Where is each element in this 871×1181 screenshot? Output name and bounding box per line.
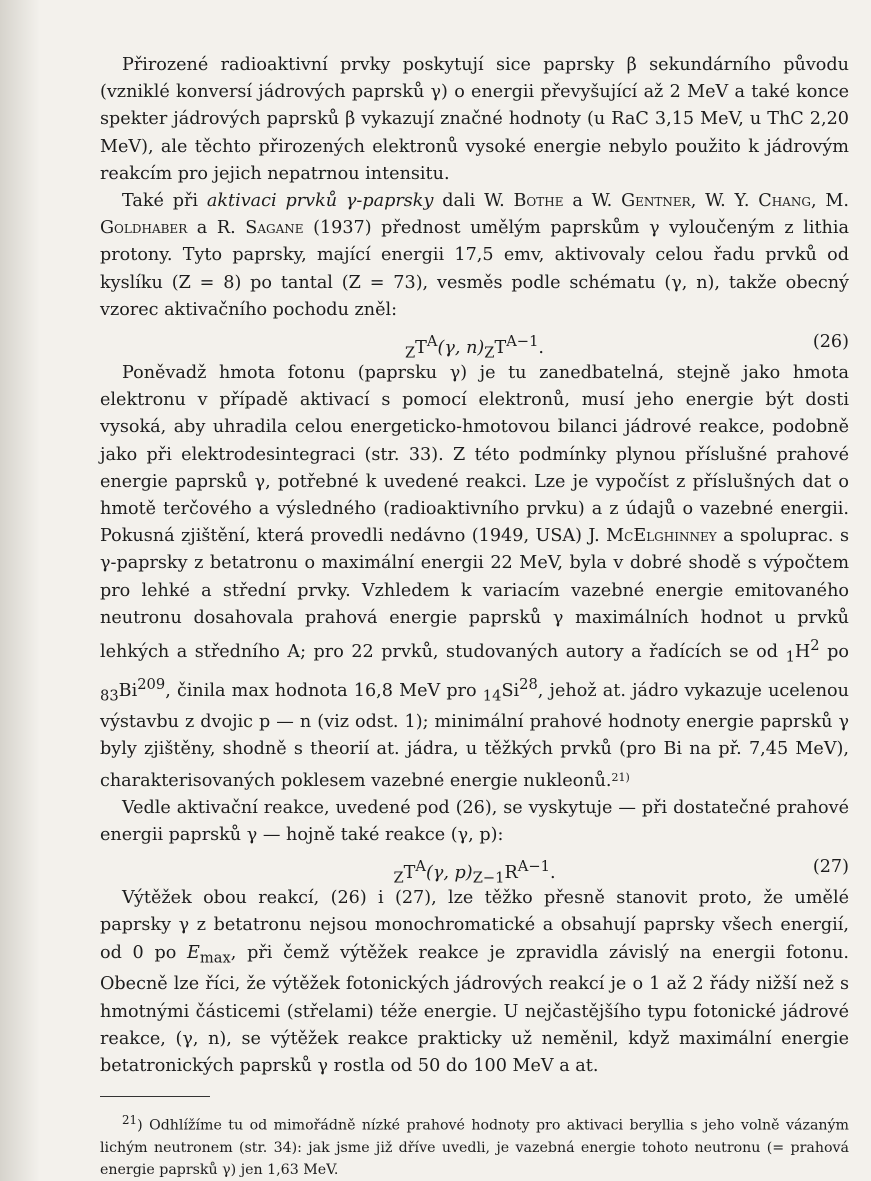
- p3-text: , jehož at. jádro vykazuje ucelenou výstavbu z dvojic p — n (viz odst. 1); minimální prahové hodnoty energie paprsků γ byly zjištěny, shodně s theorií at. jádra, u těžkých prvků (pro Bi na př. 7,45 MeV), charakterisovaných poklesem vazebné energie nukleonů.: [100, 680, 849, 791]
- nuclide-symbol: H: [794, 641, 811, 662]
- paragraph-1: [100, 52, 849, 188]
- author-name: Sagane: [245, 218, 304, 239]
- eq-sup: A−1: [506, 333, 539, 351]
- p3-text: , činila max hodnota 16,8 MeV pro: [165, 680, 483, 701]
- paragraph-1-text: Přirozené radioaktivní prvky poskytují sice paprsky β sekundárního původu (vzniklé konversí jádrových paprsků γ) o energii převyšující až 2 MeV a také konce spekter jádrových paprsků β vykazují značné hodnoty (u RaC 3,15 MeV, u ThC 2,20 MeV), ale těchto přirozených elektronů vysoké energie nebylo použito k jádrovým reakcím pro jejich nepatrnou intensitu.: [100, 55, 849, 184]
- nuclide-sub: 1: [785, 648, 795, 666]
- eq-end: .: [549, 863, 556, 884]
- footnote-21: [100, 1109, 849, 1181]
- nuclide-sup: 2: [810, 637, 820, 655]
- p3-text: Poněvadž hmota fotonu (paprsku γ) je tu zanedbatelná, stejně jako hmota elektronu v případě aktivací s pomocí elektronů, musí jeho energie být dosti vysoká, aby uhradila celou energeticko-hmotovou bilanci jádrové reakce, podobně jako při elektrodesintegraci (str. 33). Z této podmínky plynou příslušné prahové energie paprsků γ, potřebné k uvedené reakci. Lze je vypočíst z příslušných dat o hmotě terčového a výsledného (radioaktivního prvku) a z údajů o vazebné energii. Pokusná zjištění, která provedli nedávno (1949, USA) J.: [100, 363, 849, 547]
- paragraph-3: [100, 360, 849, 795]
- paragraph-4-text: Vedle aktivační reakce, uvedené pod (26), se vyskytuje — při dostatečné prahové energii paprsků γ — hojně také reakce (γ, p):: [100, 797, 849, 846]
- footnote-mark-paren: ): [137, 1117, 143, 1134]
- p2-text: a R.: [187, 218, 246, 239]
- equation-number: (26): [812, 332, 849, 353]
- p2-text: Také při: [122, 191, 207, 212]
- p5-text: , při čemž výtěžek reakce je zpravidla závislý na energii fotonu. Obecně lze říci, že výtěžek fotonických jádrových reakcí je o 1 až 2 řády nižší než s hmotnými částicemi (střelami) téže energie. U nejčastějšího typu fotonické jádrové reakce, (γ, n), se výtěžek reakce prakticky už neměnil, když maximální energie betatronických paprsků γ rostla od 50 do 100 MeV a at.: [100, 942, 849, 1076]
- author-name: Bothe: [513, 191, 564, 212]
- p2-text: (1937) přednost umělým paprskům γ vyloučeným z lithia protony. Tyto paprsky, mající energii 17,5 emv, aktivovaly celou řadu prvků od kyslíku (Z = 8) po tantal (Z = 73), vesměs podle schématu (γ, n), takže obecný vzorec aktivačního pochodu zněl:: [100, 218, 850, 320]
- footnote-reference[interactable]: 21): [611, 770, 630, 784]
- footnote-mark: 21: [122, 1113, 138, 1128]
- p2-text: , W. Y.: [690, 191, 759, 212]
- eq-symbol: T: [494, 337, 507, 358]
- eq-sup: A−1: [517, 858, 550, 876]
- eq-symbol: T: [403, 863, 416, 884]
- nuclide-symbol: Bi: [118, 680, 138, 701]
- eq-sub: Z: [404, 344, 416, 362]
- equation-27: [100, 849, 849, 885]
- p2-text: , M.: [810, 191, 850, 212]
- emax-subscript: max: [199, 949, 231, 967]
- equation-26-expression: [100, 324, 849, 371]
- nuclide-sub: 14: [482, 687, 502, 705]
- equation-26: [100, 324, 849, 360]
- footnote-text: [100, 1109, 849, 1181]
- p2-italic-term: aktivaci prvků γ-paprsky: [206, 191, 434, 212]
- footnote-body: Odhlížíme tu od mimořádně nízké prahové hodnoty pro aktivaci beryllia s jeho volně vázaným lichým neutronem (str. 34): jak jsme již dříve uvedli, je vazebná energie tohoto neutronu (= prahová energie paprsků γ) jen 1,63 MeV.: [100, 1117, 850, 1178]
- paragraph-4: [100, 795, 849, 849]
- paragraph-5: [100, 885, 849, 1080]
- emax-symbol: E: [187, 942, 200, 963]
- eq-reaction: (γ, p): [425, 863, 473, 884]
- p2-text: a W.: [563, 191, 622, 212]
- author-name: McElghinney: [606, 526, 717, 547]
- eq-sup: A: [426, 333, 438, 351]
- page-gutter-shadow: [0, 0, 40, 1181]
- eq-symbol: T: [415, 337, 427, 358]
- nuclide-sub: 83: [100, 687, 119, 705]
- eq-symbol: R: [504, 863, 518, 884]
- eq-sub: Z: [484, 344, 495, 362]
- p3-text: a spoluprac. s γ-paprsky z betatronu o maximální energii 22 MeV, byla v dobré shodě s výpočtem pro lehké a střední prvky. Vzhledem k variacím vazebné energie emitovaného neutronu dosahovala prahová energie paprsků γ maximálních hodnot u prvků lehkých a středního A; pro 22 prvků, studovaných autory a řadících se od: [100, 526, 849, 662]
- p2-text: dali W.: [433, 191, 514, 212]
- author-name: Gentner: [621, 191, 691, 212]
- paragraph-2: [100, 188, 849, 324]
- equation-number: (27): [812, 857, 849, 878]
- eq-sub: Z: [393, 869, 404, 887]
- p3-text: po: [819, 641, 849, 662]
- eq-sup: A: [415, 858, 426, 876]
- author-name: Goldhaber: [100, 218, 188, 239]
- nuclide-sup: 209: [137, 675, 166, 693]
- eq-end: .: [538, 337, 545, 358]
- p5-text: Výtěžek obou reakcí, (26) i (27), lze těžko přesně stanovit proto, že umělé paprsky γ z betatronu nejsou monochromatické a obsahují paprsky všech energií, od 0 po: [100, 888, 849, 963]
- equation-27-expression: [100, 849, 849, 896]
- author-name: Chang: [758, 191, 811, 212]
- nuclide-symbol: Si: [501, 680, 520, 701]
- footnote-divider: [100, 1096, 210, 1097]
- eq-sub: Z−1: [472, 869, 505, 887]
- nuclide-sup: 28: [519, 675, 538, 693]
- eq-reaction: (γ, n): [437, 337, 485, 358]
